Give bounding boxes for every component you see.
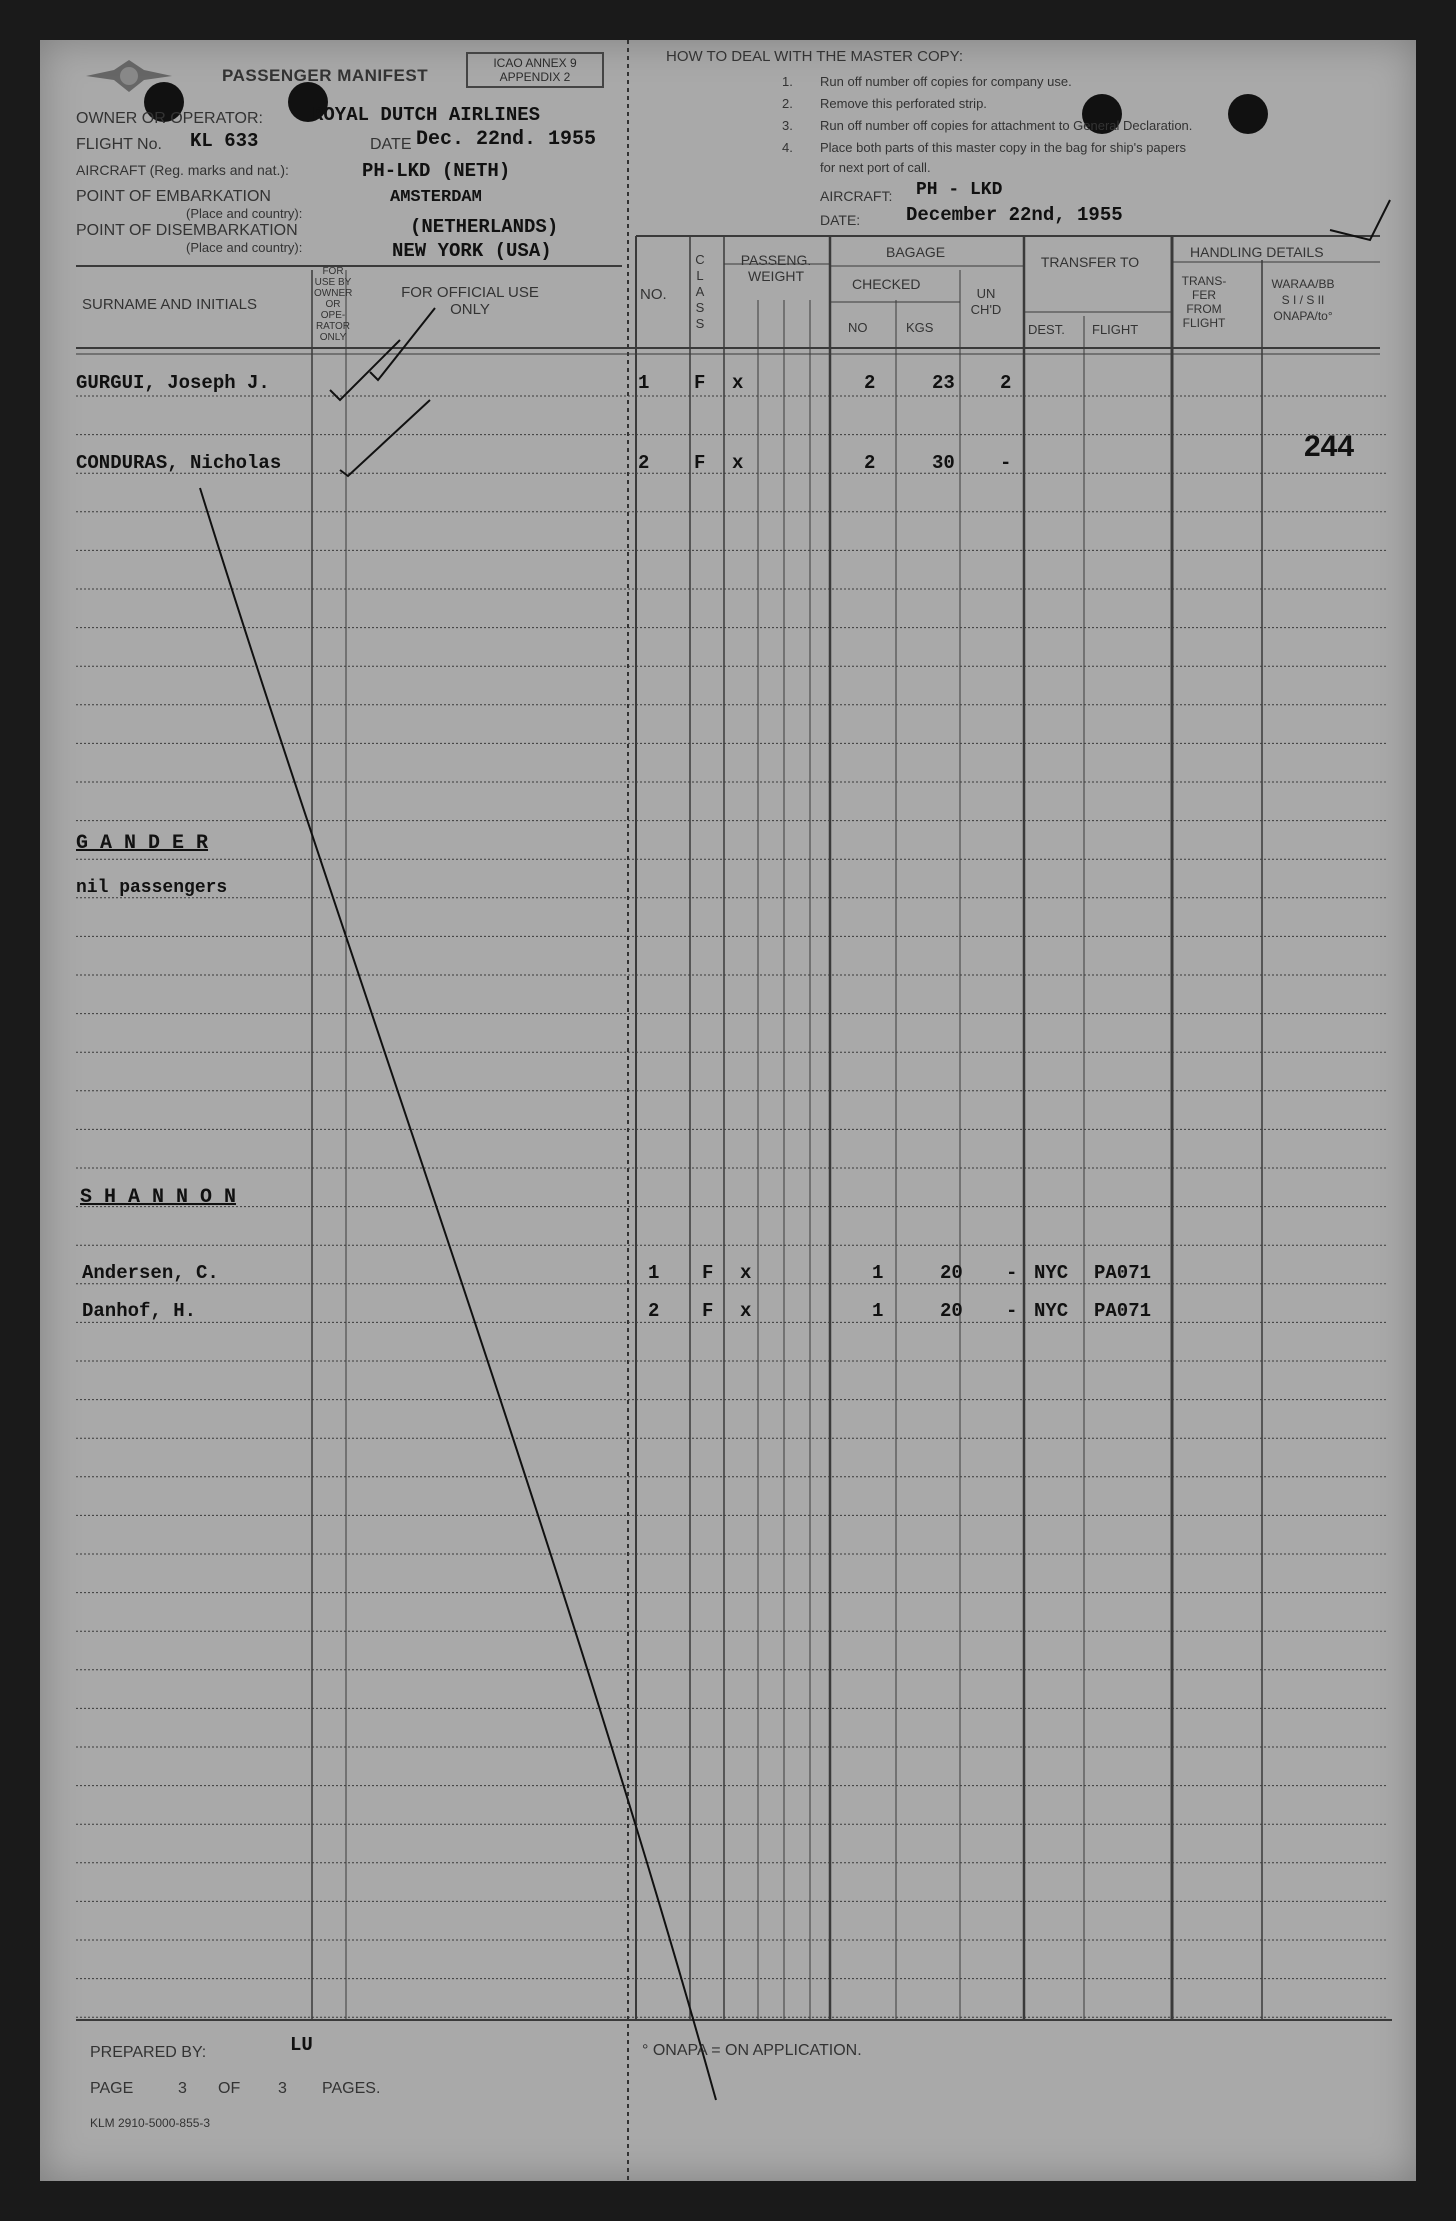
step-text: for next port of call. <box>820 160 931 175</box>
col-checked: CHECKED <box>852 276 921 292</box>
col-owner-use: FOR USE BY OWNER OR OPE- RATOR ONLY <box>314 266 353 343</box>
step-number: 1. <box>782 74 793 89</box>
col-class: C L A S S <box>695 252 705 331</box>
check-mark-icon <box>370 308 435 380</box>
bag-kgs: 20 <box>940 1300 963 1322</box>
passenger-no: 1 <box>648 1262 660 1284</box>
bag-unchecked: - <box>1006 1262 1018 1284</box>
date-value: Dec. 22nd. 1955 <box>416 128 597 151</box>
bag-unchecked: - <box>1000 452 1012 474</box>
aircraft-value: PH-LKD (NETH) <box>362 160 511 182</box>
gander-note: nil passengers <box>76 878 228 898</box>
step-number: 3. <box>782 118 793 133</box>
col-surname: SURNAME AND INITIALS <box>82 296 258 313</box>
passenger-name: CONDURAS, Nicholas <box>76 452 282 474</box>
bag-kgs: 23 <box>932 372 955 394</box>
prepared-label: PREPARED BY: <box>90 2044 207 2061</box>
col-official-use: FOR OFFICIAL USE ONLY <box>401 284 539 318</box>
icao-stamp <box>466 52 604 88</box>
passenger-name: GURGUI, Joseph J. <box>76 372 270 394</box>
col-flight: FLIGHT <box>1092 322 1139 337</box>
check-mark-icon <box>340 400 430 476</box>
of-label: OF <box>218 2080 241 2097</box>
aircraft-label: AIRCRAFT (Reg. marks and nat.): <box>76 162 289 178</box>
passenger-class: F <box>702 1300 714 1322</box>
passenger-no: 2 <box>648 1300 660 1322</box>
bag-count: 2 <box>864 452 876 474</box>
col-checked-no: NO <box>848 320 868 335</box>
step-text: Place both parts of this master copy in the bag for ship's papers <box>820 140 1186 155</box>
col-dest: DEST. <box>1028 322 1065 337</box>
owner-value: ROYAL DUTCH AIRLINES <box>312 104 541 126</box>
transfer-dest: NYC <box>1034 1262 1069 1284</box>
pages-label: PAGES. <box>322 2080 381 2097</box>
mc-date-label: DATE: <box>820 212 861 228</box>
bag-kgs: 30 <box>932 452 955 474</box>
bag-unchecked: - <box>1006 1300 1018 1322</box>
step-text: Remove this perforated strip. <box>820 96 987 111</box>
handwritten-number: 244 <box>1304 430 1355 463</box>
page-number: 3 <box>178 2080 187 2097</box>
page-label: PAGE <box>90 2080 134 2097</box>
flight-label: FLIGHT No. <box>76 136 162 153</box>
transfer-flight: PA071 <box>1094 1262 1152 1284</box>
bag-kgs: 20 <box>940 1262 963 1284</box>
step-number: 2. <box>782 96 793 111</box>
col-transfer: TRANSFER TO <box>1040 254 1140 270</box>
embark-sub: (Place and country): <box>186 206 303 221</box>
bag-count: 2 <box>864 372 876 394</box>
date-label: DATE <box>370 136 412 153</box>
passenger-weight: x <box>740 1300 752 1322</box>
passenger-name: Danhof, H. <box>82 1300 197 1322</box>
form-code: KLM 2910-5000-855-3 <box>90 2116 211 2130</box>
transfer-dest: NYC <box>1034 1300 1069 1322</box>
passenger-no: 1 <box>638 372 650 394</box>
owner-label: OWNER OR OPERATOR: <box>76 110 263 127</box>
bag-count: 1 <box>872 1262 884 1284</box>
col-transfer-from: TRANS- FER FROM FLIGHT <box>1181 274 1227 330</box>
passenger-class: F <box>694 372 706 394</box>
mc-aircraft-label: AIRCRAFT: <box>820 188 893 204</box>
col-unchd: UN CH'D <box>970 286 1002 317</box>
col-waraa: WARAA/BB S I / S II ONAPA/to° <box>1271 277 1335 323</box>
pen-strike-line <box>200 488 716 2100</box>
mc-date-value: December 22nd, 1955 <box>906 204 1123 226</box>
page-total: 3 <box>278 2080 287 2097</box>
passenger-name: Andersen, C. <box>82 1262 219 1284</box>
passenger-weight: x <box>732 452 744 474</box>
col-checked-kgs: KGS <box>906 320 934 335</box>
section-gander: G A N D E R <box>76 832 209 855</box>
embark-value-country: (NETHERLANDS) <box>410 216 559 238</box>
col-baggage: BAGAGE <box>886 244 946 260</box>
step-text: Run off number off copies for attachment to General Declaration. <box>820 118 1193 133</box>
icao-ref: ICAO ANNEX 9 <box>493 56 577 70</box>
passenger-class: F <box>694 452 706 474</box>
mc-aircraft-value: PH - LKD <box>916 180 1003 200</box>
appendix-ref: APPENDIX 2 <box>499 70 571 84</box>
passenger-no: 2 <box>638 452 650 474</box>
onapa-note: ° ONAPA = ON APPLICATION. <box>642 2042 862 2059</box>
embark-label: POINT OF EMBARKATION <box>76 188 271 205</box>
klm-logo-icon <box>84 56 174 96</box>
section-shannon: S H A N N O N <box>80 1186 237 1209</box>
transfer-flight: PA071 <box>1094 1300 1152 1322</box>
disembark-label: POINT OF DISEMBARKATION <box>76 222 298 239</box>
form-grid <box>40 40 1416 2181</box>
master-copy-title: HOW TO DEAL WITH THE MASTER COPY: <box>666 48 963 65</box>
passenger-weight: x <box>732 372 744 394</box>
manifest-sheet <box>40 40 1416 2181</box>
disembark-value: NEW YORK (USA) <box>392 240 552 262</box>
passenger-weight: x <box>740 1262 752 1284</box>
bag-unchecked: 2 <box>1000 372 1012 394</box>
step-text: Run off number off copies for company use. <box>820 74 1072 89</box>
step-number: 4. <box>782 140 793 155</box>
check-mark-icon <box>1330 200 1390 240</box>
form-title: PASSENGER MANIFEST <box>222 66 429 85</box>
bag-count: 1 <box>872 1300 884 1322</box>
col-handling: HANDLING DETAILS <box>1190 244 1324 260</box>
disembark-sub: (Place and country): <box>186 240 303 255</box>
col-no: NO. <box>640 286 667 303</box>
embark-value: AMSTERDAM <box>390 188 482 207</box>
col-pass-weight: PASSENG. WEIGHT <box>740 252 812 284</box>
punch-hole <box>1228 94 1268 134</box>
passenger-class: F <box>702 1262 714 1284</box>
prepared-value: LU <box>290 2034 313 2056</box>
flight-value: KL 633 <box>190 130 259 152</box>
